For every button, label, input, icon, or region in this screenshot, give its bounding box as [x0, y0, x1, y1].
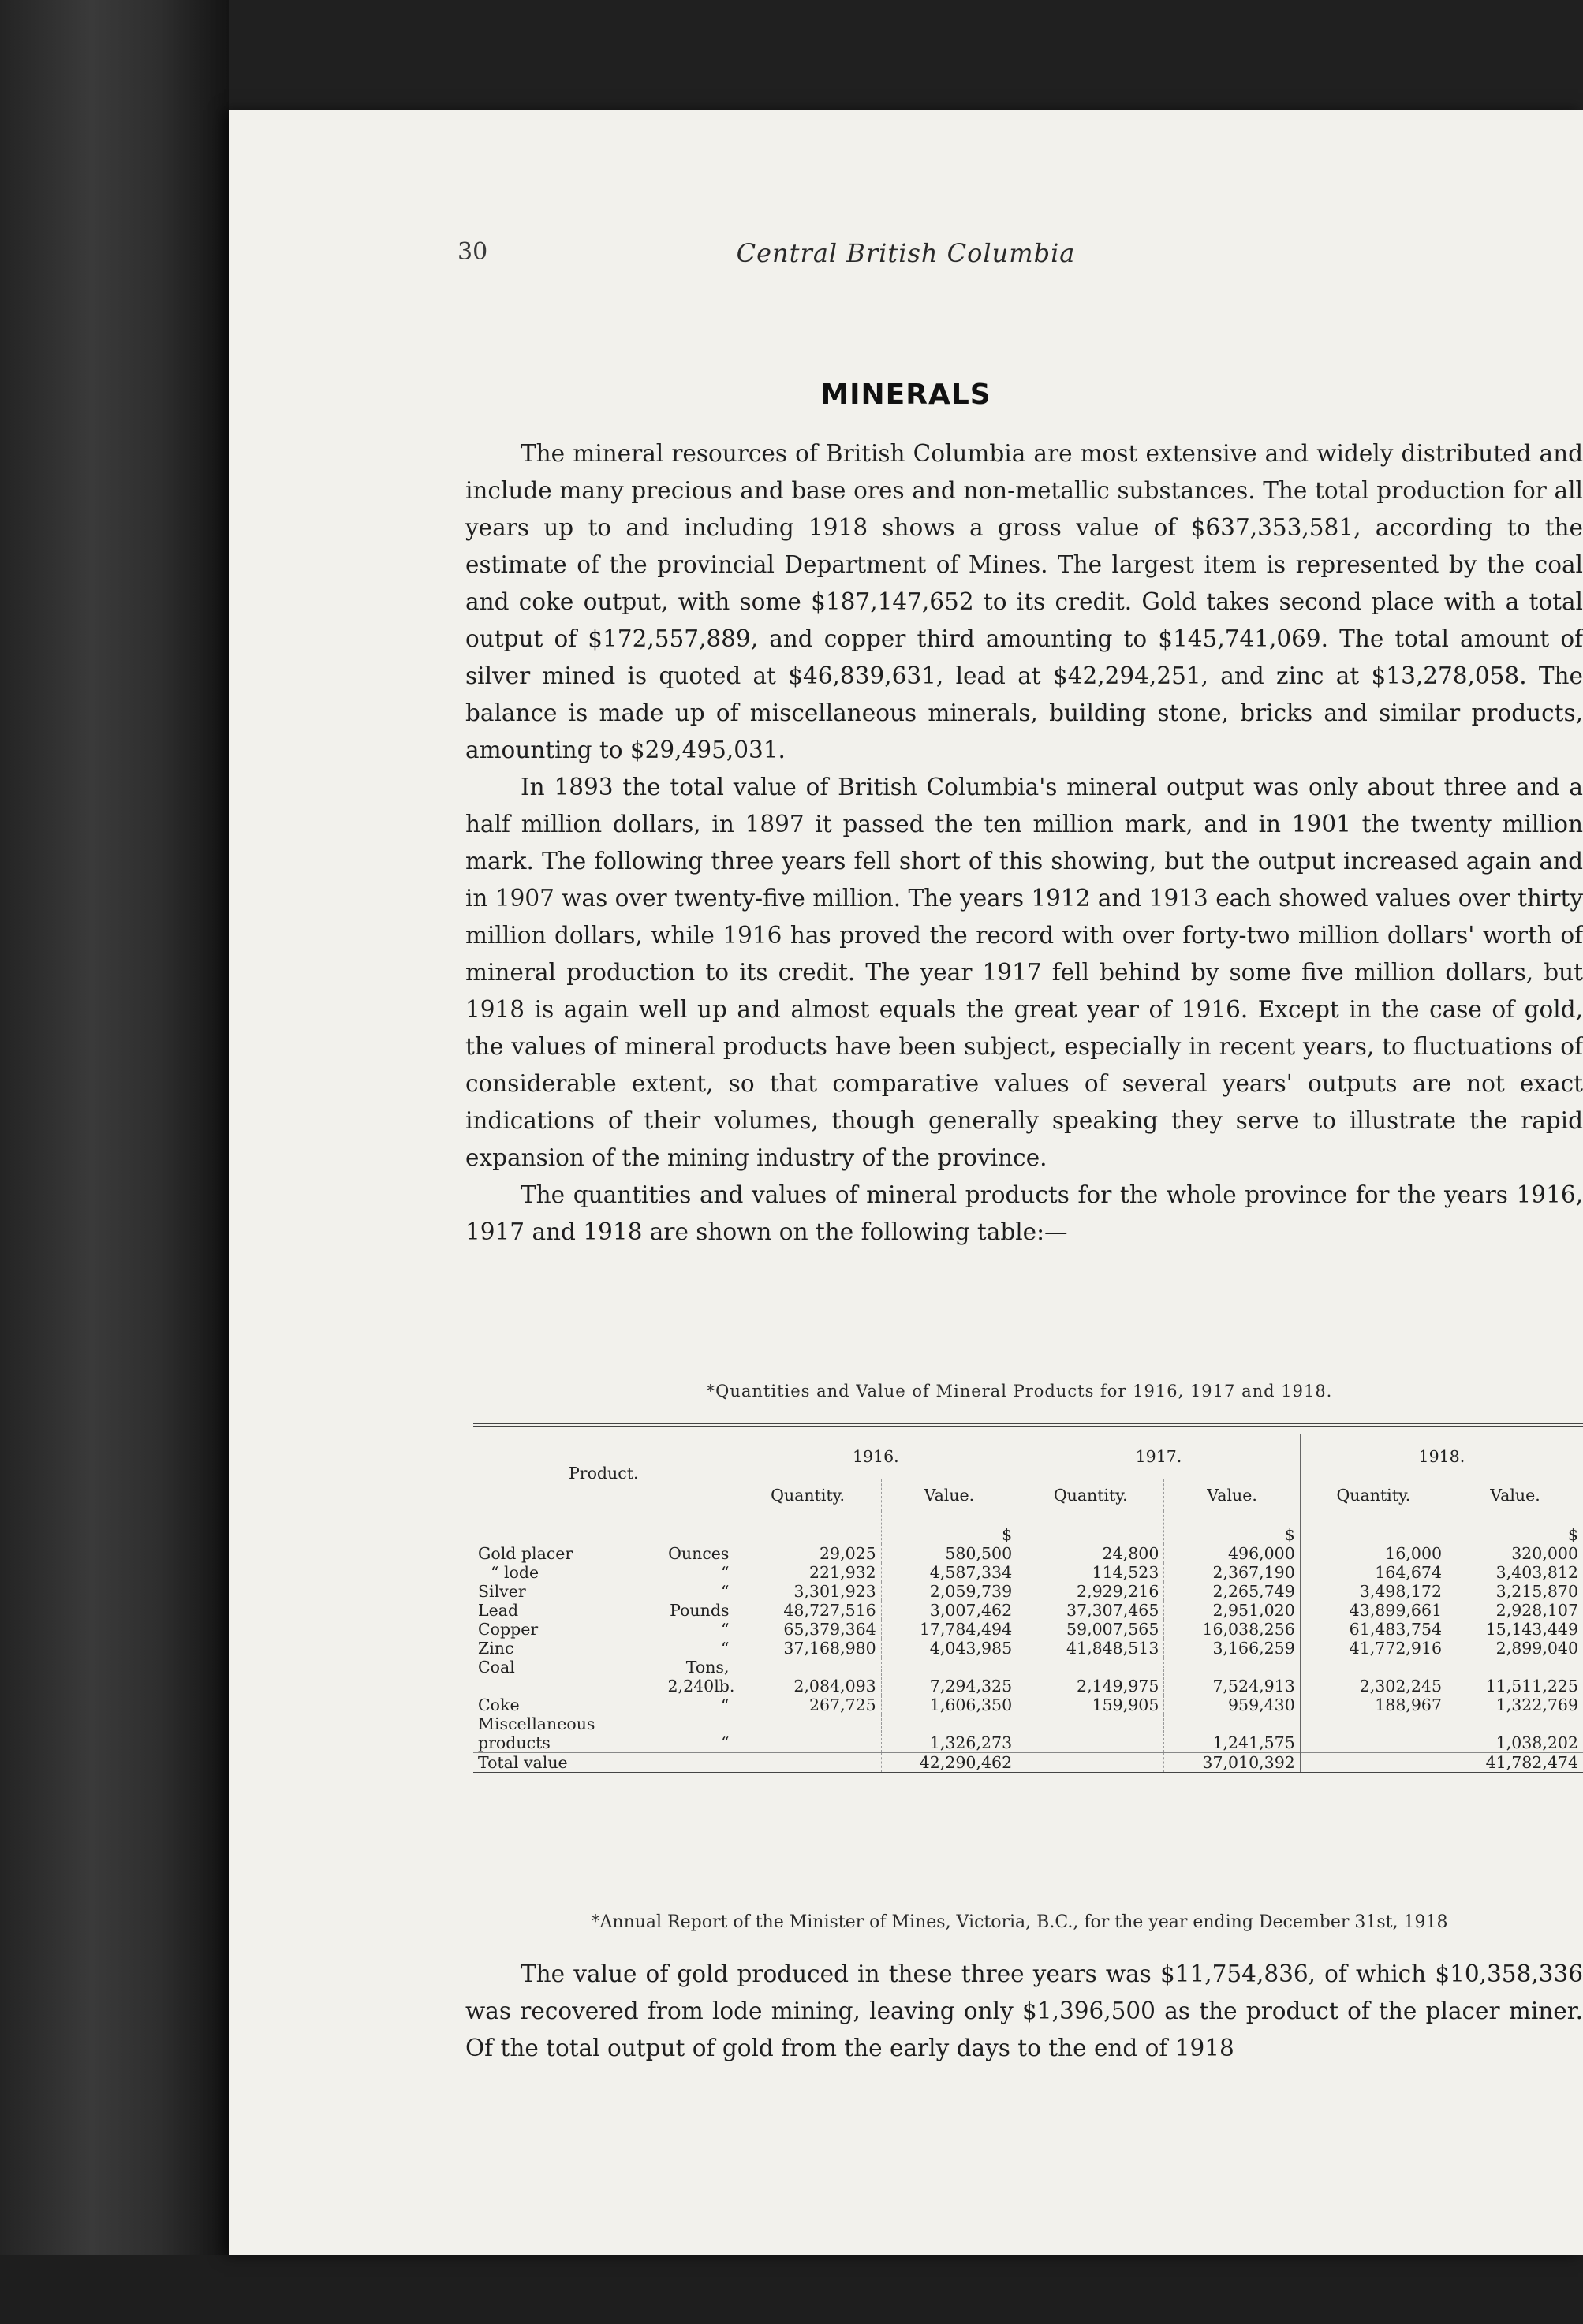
year-header-1918: 1918.	[1300, 1434, 1583, 1479]
quantity-1917: 24,800	[1017, 1544, 1164, 1563]
quantity-1916: 29,025	[734, 1544, 881, 1563]
body-text	[465, 435, 1583, 1251]
value-1917: 1,241,575	[1164, 1714, 1300, 1753]
quantity-1918: 188,967	[1300, 1695, 1447, 1714]
quantity-1916: 2,084,093	[734, 1658, 881, 1695]
document-page	[229, 110, 1583, 2255]
quantity-1916: 65,379,364	[734, 1620, 881, 1639]
product-name: Silver	[478, 1582, 526, 1601]
scan-background-left	[0, 0, 229, 2324]
value-1917: 3,166,259	[1164, 1639, 1300, 1658]
quantity-1917: 41,848,513	[1017, 1639, 1164, 1658]
unit: Ounces	[668, 1544, 730, 1563]
quantity-1916	[734, 1714, 881, 1753]
value-1916: 4,043,985	[881, 1639, 1017, 1658]
quantity-1917	[1017, 1714, 1164, 1753]
quantity-1917: 159,905	[1017, 1695, 1164, 1714]
value-1916: 7,294,325	[881, 1658, 1017, 1695]
value-1917: 7,524,913	[1164, 1658, 1300, 1695]
table-row	[473, 1601, 1583, 1620]
year-header-1916: 1916.	[734, 1434, 1017, 1479]
product-name: Coke	[478, 1695, 520, 1714]
total-value-1916: 42,290,462	[881, 1753, 1017, 1774]
table-footnote: *Annual Report of the Minister of Mines, Victoria, B.C., for the year ending December 31st, 1918	[591, 1912, 1448, 1932]
value-1918: 3,215,870	[1447, 1582, 1583, 1601]
paragraph: In 1893 the total value of British Columbia's mineral output was only about three and a half million dollars, in 1897 it passed the ten million mark, and in 1901 the twenty million mark. The following three years fell short of this showing, but the output increased again and in 1907 was over twenty-five million. The years 1912 and 1913 each showed values over thirty million dollars, while 1916 has proved the record with over forty-two million dollars' worth of mineral production to its credit. The year 1917 fell behind by some five million dollars, but 1918 is again well up and almost equals the great year of 1916. Except in the case of gold, the values of mineral products have been subject, especially in recent years, to fluctuations of considerable extent, so that comparative values of several years' outputs are not exact indications of their volumes, though generally speaking they serve to illustrate the rapid expansion of the mining industry of the province.	[465, 774, 1583, 1171]
quantity-1918: 16,000	[1300, 1544, 1447, 1563]
quantity-1916: 267,725	[734, 1695, 881, 1714]
quantity-1916: 3,301,923	[734, 1582, 881, 1601]
quantity-1918: 41,772,916	[1300, 1639, 1447, 1658]
table-row	[473, 1620, 1583, 1639]
unit: “	[720, 1563, 730, 1582]
value-1917: 959,430	[1164, 1695, 1300, 1714]
value-1918: 1,322,769	[1447, 1695, 1583, 1714]
unit: “	[720, 1582, 730, 1601]
quantity-header: Quantity.	[1017, 1479, 1164, 1512]
value-1918: 15,143,449	[1447, 1620, 1583, 1639]
table-row	[473, 1639, 1583, 1658]
product-name: “ lode	[491, 1563, 539, 1582]
product-name: Copper	[478, 1620, 539, 1639]
table-caption: *Quantities and Value of Mineral Products for 1916, 1917 and 1918.	[706, 1382, 1333, 1401]
quantity-1917: 114,523	[1017, 1563, 1164, 1582]
currency-symbol: $	[1447, 1511, 1583, 1544]
value-1916: 17,784,494	[881, 1620, 1017, 1639]
quantity-1918: 3,498,172	[1300, 1582, 1447, 1601]
value-1917: 16,038,256	[1164, 1620, 1300, 1639]
value-1916: 3,007,462	[881, 1601, 1017, 1620]
unit: “	[720, 1733, 730, 1752]
quantity-1916: 48,727,516	[734, 1601, 881, 1620]
table-row	[473, 1563, 1583, 1582]
value-1918: 3,403,812	[1447, 1563, 1583, 1582]
value-header: Value.	[1447, 1479, 1583, 1512]
quantity-1917: 59,007,565	[1017, 1620, 1164, 1639]
section-heading: MINERALS	[820, 379, 991, 411]
product-name: Lead	[478, 1601, 519, 1620]
quantity-1918: 164,674	[1300, 1563, 1447, 1582]
total-value-1918: 41,782,474	[1447, 1753, 1583, 1774]
value-1917: 2,367,190	[1164, 1563, 1300, 1582]
value-1918: 2,899,040	[1447, 1639, 1583, 1658]
mineral-products-table	[473, 1423, 1583, 1781]
unit: “	[720, 1695, 730, 1714]
product-name: Gold placer	[478, 1544, 573, 1563]
quantity-header: Quantity.	[734, 1479, 881, 1512]
value-1916: 4,587,334	[881, 1563, 1017, 1582]
quantity-1918	[1300, 1714, 1447, 1753]
product-name: Zinc	[478, 1639, 514, 1658]
scan-background-top	[0, 0, 1583, 110]
value-1916: 580,500	[881, 1544, 1017, 1563]
quantity-1916: 37,168,980	[734, 1639, 881, 1658]
paragraph: The quantities and values of mineral products for the whole province for the years 1916, 1917 and 1918 are shown on the following table:—	[465, 1181, 1583, 1245]
table-row	[473, 1544, 1583, 1563]
quantity-1917: 2,929,216	[1017, 1582, 1164, 1601]
paragraph: The mineral resources of British Columbia are most extensive and widely distributed and include many precious and base ores and non-metallic substances. The total production for all years up to and including 1918 shows a gross value of $637,353,581, according to the estimate of the provincial Department of Mines. The largest item is represented by the coal and coke output, with some $187,147,652 to its credit. Gold takes second place with a total output of $172,557,889, and copper third amounting to $145,741,069. The total amount of silver mined is quoted at $46,839,631, lead at $42,294,251, and zinc at $13,278,058. The balance is made up of miscellaneous minerals, building stone, bricks and similar products, amounting to $29,495,031.	[465, 440, 1583, 763]
page-number: 30	[457, 238, 488, 266]
value-header: Value.	[881, 1479, 1017, 1512]
value-1916: 1,606,350	[881, 1695, 1017, 1714]
value-1917: 496,000	[1164, 1544, 1300, 1563]
year-header-1917: 1917.	[1017, 1434, 1301, 1479]
quantity-1918: 43,899,661	[1300, 1601, 1447, 1620]
table-row	[473, 1714, 1583, 1753]
total-label: Total value	[473, 1753, 734, 1774]
product-column-header: Product.	[568, 1463, 639, 1483]
running-title: Central British Columbia	[736, 238, 1076, 268]
product-name: Miscellaneous products	[478, 1714, 595, 1752]
paragraph: The value of gold produced in these three years was $11,754,836, of which $10,358,336 was recovered from lode mining, leaving only $1,396,500 as the product of the placer miner. Of the total output of gold from the early days to the end of 1918	[465, 1960, 1583, 2061]
unit: Pounds	[670, 1601, 730, 1620]
unit: “	[720, 1639, 730, 1658]
table-row	[473, 1582, 1583, 1601]
quantity-1916: 221,932	[734, 1563, 881, 1582]
value-1918: 1,038,202	[1447, 1714, 1583, 1753]
page-header	[229, 238, 1583, 278]
quantity-header: Quantity.	[1300, 1479, 1447, 1512]
total-value-1917: 37,010,392	[1164, 1753, 1300, 1774]
body-text-continued	[465, 1956, 1583, 2067]
value-1918: 11,511,225	[1447, 1658, 1583, 1695]
value-1917: 2,951,020	[1164, 1601, 1300, 1620]
unit: “	[720, 1620, 730, 1639]
total-row	[473, 1753, 1583, 1774]
value-1918: 320,000	[1447, 1544, 1583, 1563]
quantity-1918: 61,483,754	[1300, 1620, 1447, 1639]
currency-symbol: $	[881, 1511, 1017, 1544]
quantity-1918: 2,302,245	[1300, 1658, 1447, 1695]
unit: Tons, 2,240lb.	[667, 1658, 735, 1695]
value-1917: 2,265,749	[1164, 1582, 1300, 1601]
quantity-1917: 37,307,465	[1017, 1601, 1164, 1620]
value-1916: 2,059,739	[881, 1582, 1017, 1601]
scan-background-bottom	[0, 2255, 1583, 2324]
value-header: Value.	[1164, 1479, 1300, 1512]
product-name: Coal	[478, 1658, 515, 1677]
value-1916: 1,326,273	[881, 1714, 1017, 1753]
currency-symbol: $	[1164, 1511, 1300, 1544]
table-row	[473, 1695, 1583, 1714]
table-row	[473, 1658, 1583, 1695]
value-1918: 2,928,107	[1447, 1601, 1583, 1620]
quantity-1917: 2,149,975	[1017, 1658, 1164, 1695]
